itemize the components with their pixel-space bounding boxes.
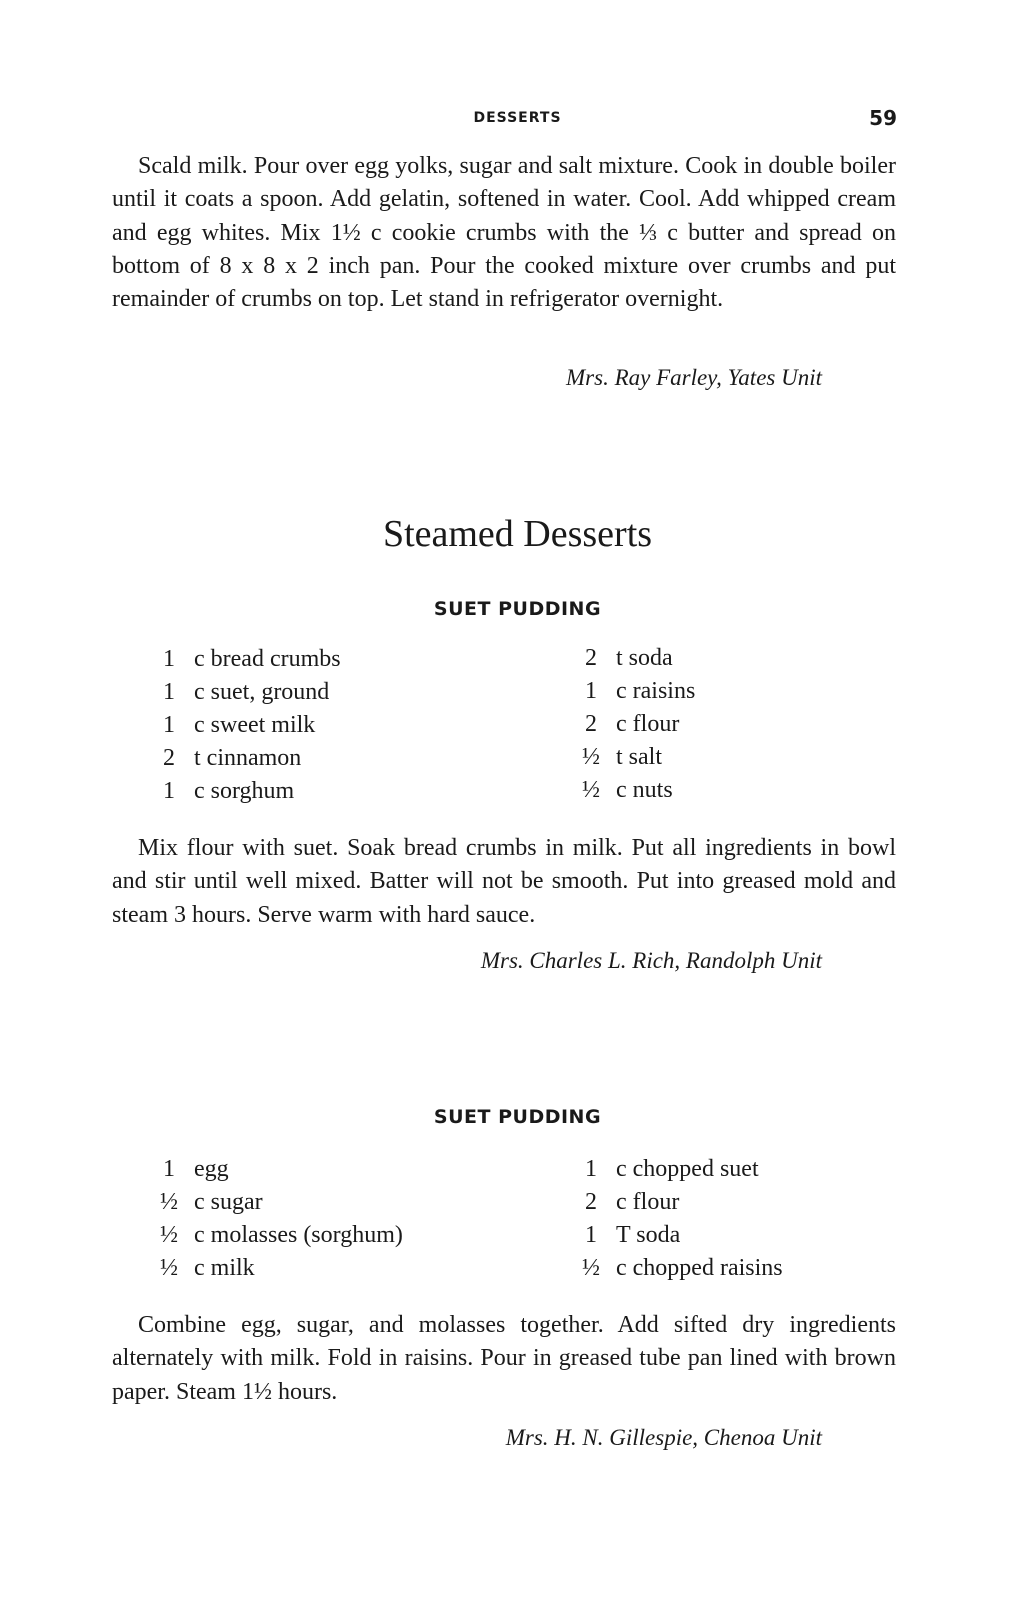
ingredient-qty: 1 — [163, 679, 175, 705]
ingredient — [156, 1186, 403, 1219]
ingredient-item: c bread crumbs — [194, 646, 341, 672]
intro-directions: Scald milk. Pour over egg yolks, sugar and salt mixture. Cook in double boiler until it coats a spoon. Add gelatin, softened in water. Cool. Add whipped cream and egg whites. Mix 1½ c cookie crumbs with the ⅓ c butter and spread on bottom of 8 x 8 x 2 inch pan. Pour the cooked mixture over crumbs and put remainder of crumbs on top. Let stand in refrigerator overnight. — [112, 153, 896, 313]
recipe-title: SUET PUDDING — [433, 1106, 602, 1128]
ingredient — [156, 676, 341, 709]
ingredient — [578, 741, 695, 774]
ingredient-qty: 1 — [163, 1156, 175, 1182]
ingredient-item: c flour — [616, 1189, 680, 1215]
ingredient — [578, 1219, 783, 1252]
ingredient-item: c sugar — [194, 1189, 263, 1215]
recipe-attribution: Mrs. H. N. Gillespie, Chenoa Unit — [505, 1425, 822, 1450]
intro-attribution: Mrs. Ray Farley, Yates Unit — [566, 365, 822, 390]
ingredient — [156, 1252, 403, 1285]
ingredient — [156, 742, 341, 775]
ingredient — [156, 643, 341, 676]
ingredient — [578, 1153, 783, 1186]
ingredient-qty: 2 — [585, 1189, 597, 1215]
ingredient-item: egg — [194, 1156, 229, 1182]
running-title: DESSERTS — [473, 110, 562, 126]
ingredient-item: t salt — [616, 744, 662, 770]
ingredient-qty: 1 — [585, 1222, 597, 1248]
ingredient-item: c sweet milk — [194, 712, 316, 738]
ingredient-qty: 2 — [585, 645, 597, 671]
ingredient-qty: 1 — [585, 678, 597, 704]
recipe-directions: Mix flour with suet. Soak bread crumbs in milk. Put all ingredients in bowl and stir until well mixed. Batter will not be smooth. Put into greased mold and steam 3 hours. Serve warm with hard sauce. — [112, 835, 896, 928]
recipe-attribution: Mrs. Charles L. Rich, Randolph Unit — [480, 948, 822, 973]
ingredient-qty: 2 — [585, 711, 597, 737]
ingredient-qty: 1 — [585, 1156, 597, 1182]
ingredient-qty: 2 — [163, 745, 175, 771]
ingredient-list-left — [156, 1153, 403, 1285]
ingredient — [156, 1153, 403, 1186]
ingredient — [578, 1252, 783, 1285]
ingredient — [156, 709, 341, 742]
section-title: Steamed Desserts — [382, 513, 653, 555]
ingredient-item: t soda — [616, 645, 673, 671]
ingredient-qty: ½ — [160, 1189, 178, 1215]
ingredient — [578, 708, 695, 741]
recipe-directions: Combine egg, sugar, and molasses together. Add sifted dry ingredients alternately with milk. Fold in raisins. Pour in greased tube pan lined with brown paper. Steam 1½ hours. — [112, 1312, 896, 1405]
ingredient-item: c molasses (sorghum) — [194, 1222, 403, 1248]
ingredient-list-right — [578, 642, 695, 807]
ingredient — [156, 1219, 403, 1252]
ingredient-qty: ½ — [582, 1255, 600, 1281]
ingredient-item: c sorghum — [194, 778, 295, 804]
ingredient-qty: ½ — [582, 777, 600, 803]
ingredient-item: c suet, ground — [194, 679, 330, 705]
ingredient-list-left — [156, 643, 341, 808]
ingredient-item: c flour — [616, 711, 680, 737]
ingredient-qty: 1 — [163, 712, 175, 738]
ingredient-qty: 1 — [163, 646, 175, 672]
ingredient — [578, 774, 695, 807]
ingredient-item: c chopped raisins — [616, 1255, 783, 1281]
ingredient-item: c milk — [194, 1255, 255, 1281]
ingredient — [578, 1186, 783, 1219]
ingredient-item: c nuts — [616, 777, 673, 803]
running-head — [0, 106, 1035, 136]
ingredient-item: c raisins — [616, 678, 696, 704]
ingredient — [578, 675, 695, 708]
ingredient-qty: 1 — [163, 778, 175, 804]
ingredient-qty: ½ — [160, 1222, 178, 1248]
recipe-title: SUET PUDDING — [433, 598, 602, 620]
ingredient-qty: ½ — [160, 1255, 178, 1281]
ingredient-item: c chopped suet — [616, 1156, 759, 1182]
ingredient-list-right — [578, 1153, 783, 1285]
ingredient — [578, 642, 695, 675]
ingredient-item: T soda — [616, 1222, 681, 1248]
ingredient-qty: ½ — [582, 744, 600, 770]
ingredient-item: t cinnamon — [194, 745, 302, 771]
page-number: 59 — [869, 106, 897, 130]
ingredient — [156, 775, 341, 808]
